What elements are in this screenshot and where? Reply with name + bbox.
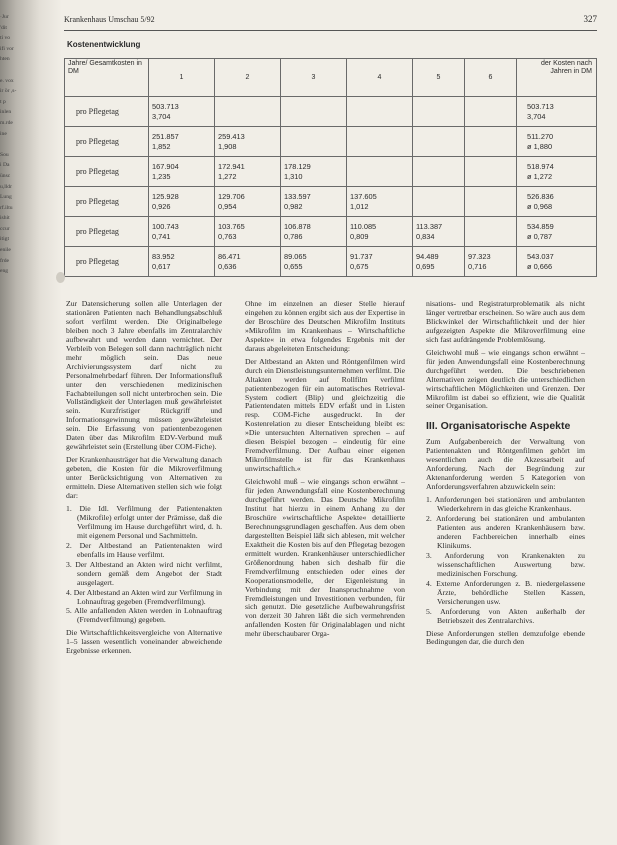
text-column-3 xyxy=(426,300,585,651)
table-row xyxy=(65,187,597,217)
cell-total xyxy=(416,163,464,172)
list-item: 2. Der Altbestand an Patientenakten wird ebenfalls im Hause verfilmt. xyxy=(66,540,222,559)
list-item: 4. Externe Anforderungen z. B. niedergelassene Ärzte, behördliche Stellen Kassen, Versicherungen usw. xyxy=(426,578,585,606)
row-label: pro Pflegetag xyxy=(65,187,149,217)
list-item: 2. Anforderung bei stationären und ambulanten Patienten aus anderen Krankenhäusern bzw. anderen Fachbereichen innerhalb eines Klinikums. xyxy=(426,514,585,550)
total-header: der Kosten nach Jahren in DM xyxy=(517,59,597,97)
cost-cell xyxy=(215,247,281,277)
cell-per-day: 0,716 xyxy=(468,261,487,271)
cell-total xyxy=(468,103,516,112)
total-amount: 518.974 xyxy=(527,162,554,171)
margin-fragment: Sou xyxy=(0,151,9,158)
cost-cell xyxy=(347,187,413,217)
cell-per-day: 0,809 xyxy=(350,231,369,241)
paragraph: nisations- und Registraturproblematik als nicht länger vertretbar erscheinen. So wäre auch aus dem Blickwinkel der Wirtschaftlichkeit und der hier aufgezeigten Aspekte die Mikroverfilmung eine sich fast aufdrängende Problemlösung. xyxy=(426,299,585,344)
cell-total xyxy=(350,103,412,112)
cell-per-day: 0,675 xyxy=(350,261,369,271)
cost-cell xyxy=(465,217,517,247)
margin-fragment: t p xyxy=(0,98,6,105)
margin-fragment: ine xyxy=(0,130,7,137)
cell-per-day xyxy=(350,112,412,121)
paragraph: Der Krankenhausträger hat die Verwaltung danach gebeten, die Kosten für die Mikroverfilmung unter Berücksichtigung von Alternativen zu ermitteln. Diese Alternativen stellen sich wie folgt dar: xyxy=(66,455,222,501)
cost-cell xyxy=(149,187,215,217)
row-total-cell xyxy=(517,187,597,217)
paragraph: Gleichwohl muß – wie eingangs schon erwähnt – für jeden Anwendungsfall eine Kostenberechnung durchgeführt werden. Das Deutsche Mikrofilm Institut hat hierzu in einem Anhang zu der Broschüre »wirtschaftliche Aspekte« detaillierte Berechnungsgrundlagen geschaffen. Aus dem oben dargestellten Beispiel läßt sich ablesen, mit welcher Exaktheit die Kosten bis auf den Pflegetag bezogen ermittelt wurden. Krankenhäuser unterschiedlicher Größenordnung haben sich deshalb für die Fremdverfilmung entschieden oder eines der Kooperationsmodelle, der Eigenleistung in Verbindung mit der Inanspruchnahme von Fremdleistungen und Investitionen verbunden, für sich genutzt. Die gesetzliche Aufbewahrungsfrist von derzeit 30 Jahren läßt die sich vermehrenden anfallenden Kosten für Originalablagen und nicht mehr überschaubarer Orga- xyxy=(245,477,405,639)
cell-total xyxy=(416,103,464,112)
paragraph: Zur Datensicherung sollen alle Unterlagen der stationären Patienten nach Behandlungsabschluß sofort verfilmt werden. Die Originalbelege bleiben noch 3 Jahre ebenfalls im Zentralarchiv aufbewahrt und werden dann vernichtet. Der Verbleib von Belegen soll dann nachträglich nicht mehr möglich sein. Das neue Archivierungssystem darf nicht zu Personalmehrbedarf führen. Der Informationsfluß unter den verschiedenen medizinischen Fachabteilungen soll nicht unterbrochen sein. Die Vollständigkeit der Unterlagen muß gewährleistet sein. Kurzfristiger Rückgriff und Informationsgewinnung müssen gewährleistet sein. Die Erfassung von patientenbezogenen Daten über das Mikrofilm EDV-Verbund muß gewährleistet sein (Erstellung über COM-Fiche). xyxy=(66,299,222,452)
paragraph: Diese Anforderungen stellen demzufolge ebende Bedingungen dar, die durch den xyxy=(426,628,585,647)
cell-per-day xyxy=(468,112,516,121)
cell-per-day: 0,926 xyxy=(152,201,171,211)
text-column-1 xyxy=(66,300,222,660)
cell-total: 259.413 xyxy=(218,132,245,141)
cell-per-day: 1,908 xyxy=(218,141,237,151)
cell-per-day xyxy=(468,172,516,181)
cost-cell xyxy=(281,247,347,277)
total-per-day: ø 0,968 xyxy=(527,201,553,211)
year-header-3: 3 xyxy=(281,59,347,97)
year-header-6: 6 xyxy=(465,59,517,97)
margin-fragment: m.rde xyxy=(0,119,13,126)
margin-fragment xyxy=(0,141,50,152)
table-row xyxy=(65,157,597,187)
margin-fragment xyxy=(0,67,50,78)
cost-cell xyxy=(215,217,281,247)
cost-cell xyxy=(413,187,465,217)
cost-cell xyxy=(347,247,413,277)
margin-fragment: rf.iltu xyxy=(0,204,13,211)
binding-hole xyxy=(56,272,65,283)
cell-per-day xyxy=(416,172,464,181)
list-item: 5. Alle anfallenden Akten werden in Lohnauftrag (Fremdverfilmung) gegeben. xyxy=(66,606,222,625)
paragraph: Der Altbestand an Akten und Röntgenfilmen wird durch ein Dienstleistungsunternehmen verfilmt. Die Altakten werden auf Rollfilm verfilmt patientenbezogen für ein automatisches Retrieval-System codiert (Blip) und gleichzeitig die Patientendaten mittels EDV erfaßt und in Listen resp. COM-Fiche ausgedruckt. In der Kostenrelation zu dieser Entscheidung bleibt es: »Die untersuchten Alternativen sprechen – auf diesen Beispiel bezogen – eindeutig für eine Fremdverfilmung. Der Aufbau einer eigenen Mikrofilmstelle ist für das Krankenhaus unwirtschaftlich.« xyxy=(245,356,405,474)
cost-cell xyxy=(347,127,413,157)
cell-per-day xyxy=(350,142,412,151)
cell-total xyxy=(350,163,412,172)
cell-per-day xyxy=(350,172,412,181)
margin-fragment: Lung xyxy=(0,194,12,201)
alternatives-list xyxy=(66,505,222,625)
row-total-cell xyxy=(517,157,597,187)
total-amount: 526.836 xyxy=(527,192,554,201)
cell-per-day xyxy=(416,112,464,121)
row-label: pro Pflegetag xyxy=(65,247,149,277)
table-title: Kostenentwicklung xyxy=(67,40,141,49)
cell-per-day: 0,954 xyxy=(218,201,237,211)
row-total-cell xyxy=(517,247,597,277)
cell-per-day xyxy=(284,142,346,151)
cost-cell xyxy=(465,187,517,217)
cost-cell xyxy=(465,247,517,277)
cell-total: 86.471 xyxy=(218,252,241,261)
cost-cell xyxy=(149,127,215,157)
paragraph: Zum Aufgabenbereich der Verwaltung von Patientenakten und Röntgenfilmen gehört im wesentlichen auch die Akzessarbeit auf Anforderung. Nach der Begründung zur Aktenanforderung werden 5 Kategorien von Anforderungsverfahren abzuwickeln sein: xyxy=(426,437,585,492)
cell-total xyxy=(468,163,516,172)
cost-cell xyxy=(149,97,215,127)
cost-cell xyxy=(215,187,281,217)
year-header-5: 5 xyxy=(413,59,465,97)
cell-total: 106.878 xyxy=(284,222,311,231)
cost-cell xyxy=(347,97,413,127)
cell-total xyxy=(468,133,516,142)
margin-fragment: ccur xyxy=(0,225,10,232)
cell-total: 103.765 xyxy=(218,222,245,231)
row-total-cell xyxy=(517,127,597,157)
total-amount: 511.270 xyxy=(527,132,554,141)
cost-cell xyxy=(413,157,465,187)
cell-total: 91.737 xyxy=(350,252,373,261)
margin-fragment: 'dit xyxy=(0,24,7,31)
cell-total xyxy=(284,103,346,112)
request-categories-list xyxy=(426,496,585,625)
cell-per-day xyxy=(416,202,464,211)
paragraph: Gleichwohl muß – wie eingangs schon erwähnt – für jeden Anwendungsfall eine Kostenberechnung durchgeführt werden. Die beschriebenen Alternativen zeigen deutlich die unterschiedlichen wirtschaftlichen Möglichkeiten und Grenzen. Der Mikrofilm ist dabei so effizient, wie die Qualität seiner Organisation. xyxy=(426,347,585,411)
cell-total: 113.387 xyxy=(416,222,443,231)
cell-per-day: 0,636 xyxy=(218,261,237,271)
row-label: pro Pflegetag xyxy=(65,157,149,187)
table-row xyxy=(65,127,597,157)
cost-cell xyxy=(413,247,465,277)
margin-fragment: u,lldr xyxy=(0,183,12,190)
cell-per-day: 0,741 xyxy=(152,231,171,241)
margin-fragment: ir ör ,s- xyxy=(0,88,17,95)
cell-per-day: 0,786 xyxy=(284,231,303,241)
cost-cell xyxy=(215,157,281,187)
cell-total xyxy=(416,193,464,202)
cell-total: 251.857 xyxy=(152,132,179,141)
row-label: pro Pflegetag xyxy=(65,127,149,157)
list-item: 4. Der Altbestand an Akten wird zur Verfilmung in Lohnauftrag gegeben (Fremdverfilmung). xyxy=(66,587,222,606)
margin-fragment: eng xyxy=(0,268,9,275)
cost-cell xyxy=(281,187,347,217)
year-header-2: 2 xyxy=(215,59,281,97)
year-header-4: 4 xyxy=(347,59,413,97)
cost-cell xyxy=(413,97,465,127)
header-rule xyxy=(64,30,597,31)
margin-fragment: ishit xyxy=(0,215,10,222)
cell-per-day: 0,763 xyxy=(218,231,237,241)
cell-total: 503.713 xyxy=(152,102,179,111)
cell-per-day xyxy=(468,202,516,211)
table-row xyxy=(65,97,597,127)
cell-per-day: 1,272 xyxy=(218,171,237,181)
table-header-row xyxy=(65,59,597,97)
cost-cell xyxy=(281,157,347,187)
cost-cell xyxy=(465,97,517,127)
margin-fragment: i Da xyxy=(0,162,10,169)
cell-total xyxy=(468,223,516,232)
paragraph: Ohne im einzelnen an dieser Stelle hierauf eingehen zu können ergibt sich aus der Expertise in der Broschüre des Deutschen Mikrofilm Instituts »Mikrofilm im Krankenhaus – Wirtschaftliche Aspekte« in etwa folgendes Ergebnis mit der daraus abgeleiteten Entscheidung: xyxy=(245,299,405,353)
margin-fragment: ünsc xyxy=(0,172,11,179)
cost-cell xyxy=(413,217,465,247)
text-column-2 xyxy=(245,300,405,643)
total-amount: 503.713 xyxy=(527,102,554,111)
year-header-1: 1 xyxy=(149,59,215,97)
total-amount: 543.037 xyxy=(527,252,554,261)
cell-total xyxy=(468,193,516,202)
row-label: pro Pflegetag xyxy=(65,97,149,127)
margin-fragment: itigt xyxy=(0,236,10,243)
cost-cell xyxy=(215,97,281,127)
cell-total: 129.706 xyxy=(218,192,245,201)
margin-fragment: inlen xyxy=(0,109,12,116)
cell-per-day: 1,012 xyxy=(350,201,369,211)
cell-per-day: 1,310 xyxy=(284,171,303,181)
cell-per-day: 0,834 xyxy=(416,231,435,241)
row-total-cell xyxy=(517,97,597,127)
cell-total: 83.952 xyxy=(152,252,175,261)
total-per-day: ø 1,880 xyxy=(527,141,553,151)
running-header xyxy=(64,14,597,26)
cell-total xyxy=(284,133,346,142)
table-row xyxy=(65,217,597,247)
cell-total xyxy=(350,133,412,142)
list-item: 1. Die Idl. Verfilmung der Patientenakten (Mikrofile) erfolgt unter der Prämisse, daß die Verfilmung im Hause durchgeführt wird, d. h. mit eigenem Personal und Sachmitteln. xyxy=(66,503,222,540)
cell-total: 178.129 xyxy=(284,162,311,171)
cost-table xyxy=(64,58,597,277)
cell-per-day: 3,704 xyxy=(152,111,171,121)
cost-cell xyxy=(465,157,517,187)
cost-cell xyxy=(149,217,215,247)
list-item: 3. Der Altbestand an Akten wird nicht verfilmt, sondern gemäß dem Angebot der Stadt ausgelagert. xyxy=(66,559,222,587)
row-total-cell xyxy=(517,217,597,247)
total-per-day: ø 0,666 xyxy=(527,261,553,271)
margin-fragment: hten xyxy=(0,56,10,63)
cost-cell xyxy=(281,97,347,127)
margin-fragment: ti vo xyxy=(0,35,11,42)
cell-total: 97.323 xyxy=(468,252,491,261)
list-item: 5. Anforderung von Akten außerhalb der Betriebszeit des Zentralarchivs. xyxy=(426,606,585,625)
cell-total: 167.904 xyxy=(152,162,179,171)
cell-total: 110.085 xyxy=(350,222,377,231)
corner-label: Jahre/ Gesamtkosten in DM xyxy=(65,59,149,97)
cell-total: 125.928 xyxy=(152,192,179,201)
total-per-day: ø 0,787 xyxy=(527,231,553,241)
total-amount: 534.859 xyxy=(527,222,554,231)
list-item: 1. Anforderungen bei stationären und ambulanten Wiederkehrern in das gleiche Krankenhaus. xyxy=(426,495,585,514)
cost-cell xyxy=(347,217,413,247)
cell-total: 89.065 xyxy=(284,252,307,261)
margin-fragment: frde xyxy=(0,257,10,264)
margin-fragments xyxy=(0,14,50,279)
cell-total: 172.941 xyxy=(218,162,245,171)
cell-total xyxy=(416,133,464,142)
cell-total: 100.743 xyxy=(152,222,179,231)
cell-total xyxy=(218,103,280,112)
cell-total: 137.605 xyxy=(350,192,377,201)
margin-fragment: e. vox xyxy=(0,77,14,84)
cell-per-day xyxy=(416,142,464,151)
cell-per-day: 1,235 xyxy=(152,171,171,181)
cost-cell xyxy=(347,157,413,187)
cost-cell xyxy=(149,157,215,187)
margin-fragment: ifi vor xyxy=(0,45,14,52)
page-number: 327 xyxy=(583,14,597,24)
cost-cell xyxy=(465,127,517,157)
margin-fragment: enile xyxy=(0,247,11,254)
cost-cell xyxy=(281,127,347,157)
cell-per-day: 1,852 xyxy=(152,141,171,151)
cell-per-day xyxy=(284,112,346,121)
cell-total: 133.597 xyxy=(284,192,311,201)
cell-per-day xyxy=(468,232,516,241)
journal-name: Krankenhaus Umschau 5/92 xyxy=(64,15,155,24)
cost-cell xyxy=(281,217,347,247)
cell-per-day: 0,695 xyxy=(416,261,435,271)
total-per-day: ø 1,272 xyxy=(527,171,553,181)
cell-per-day: 0,982 xyxy=(284,201,303,211)
cell-per-day xyxy=(218,112,280,121)
margin-fragment: ·Jur xyxy=(0,14,9,20)
list-item: 3. Anforderung von Krankenakten zu wissenschaftlichen Auswertung bzw. medizinischen Forschung. xyxy=(426,550,585,578)
cell-per-day: 0,617 xyxy=(152,261,171,271)
row-label: pro Pflegetag xyxy=(65,217,149,247)
cell-total: 94.489 xyxy=(416,252,439,261)
cost-cell xyxy=(215,127,281,157)
table-row xyxy=(65,247,597,277)
paragraph: Die Wirtschaftlichkeitsvergleiche von Alternative 1–5 lassen wesentlich voneinander abweichende Ergebnisse erkennen. xyxy=(66,628,222,656)
cell-per-day xyxy=(468,142,516,151)
total-per-day: 3,704 xyxy=(527,111,546,121)
cell-per-day: 0,655 xyxy=(284,261,303,271)
section-heading: III. Organisatorische Aspekte xyxy=(426,420,571,433)
cost-cell xyxy=(149,247,215,277)
cost-cell xyxy=(413,127,465,157)
